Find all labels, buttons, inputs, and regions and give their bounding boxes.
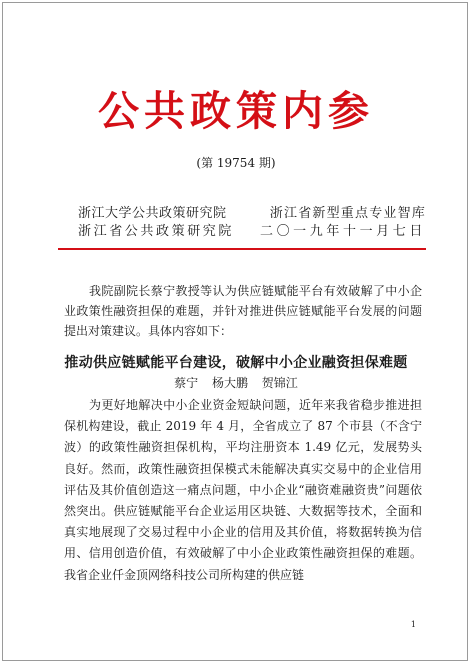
- org-row-1: [78, 205, 426, 222]
- issue-number: (第 19754 期): [196, 156, 276, 170]
- masthead-title: 公共政策内参: [98, 87, 374, 135]
- org-zju-institute: 浙江大学公共政策研究院: [78, 206, 227, 221]
- issue-date: 二〇一九年十一月七日: [259, 224, 426, 239]
- header-divider: [58, 248, 426, 250]
- article-title: 推动供应链赋能平台建设，破解中小企业融资担保难题: [64, 355, 408, 371]
- org-row-2: [78, 223, 426, 240]
- page-number: 1: [410, 620, 416, 629]
- org-provincial-institute: 浙江省公共政策研究院: [78, 224, 235, 239]
- intro-paragraph: 我院副院长蔡宁教授等认为供应链赋能平台有效破解了中小企业政策性融资担保的难题，并针对推进供应链赋能平台发展的问题提出对策建议。具体内容如下：: [64, 284, 422, 338]
- org-think-tank: 浙江省新型重点专业智库: [269, 206, 426, 221]
- author-line: 蔡宁 杨大鹏 贺锦江: [174, 376, 298, 390]
- main-paragraph: 为更好地解决中小企业资金短缺问题，近年来我省稳步推进担保机构建设，截止 2019 年 4 月，全省成立了 87 个市县（不含宁波）的政策性融资担保机构，平均注册资本 1.49 亿元，发展势头良好。然而，政策性融资担保模式未能解决真实交易中的企业信用评估及其价值创造这一痛点问题，中小企业“融资难融资贵”问题依然突出。供应链赋能平台企业运用区块链、大数据等技术，全面和真实地展现了交易过程中小企业的信用及其价值，将数据转换为信用、信用创造价值，有效破解了中小企业政策性融资担保的难题。我省企业仟金顶网络科技公司所构建的供应链: [64, 398, 422, 582]
